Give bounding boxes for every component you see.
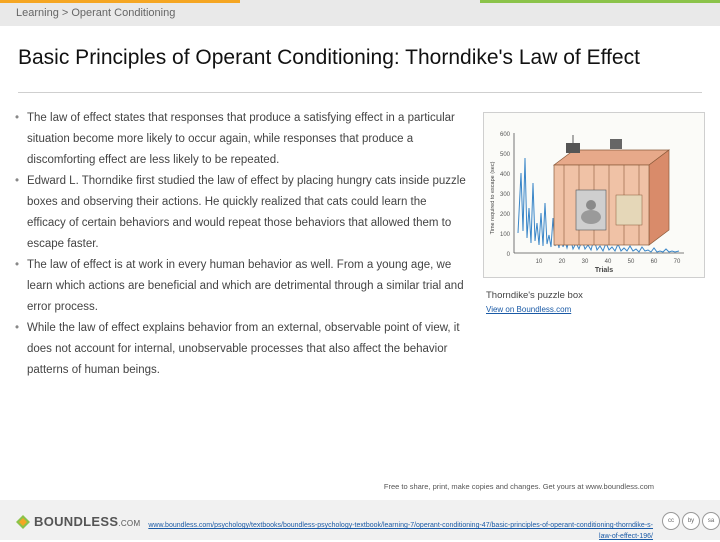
bullet-list	[12, 108, 467, 381]
x-tick: 30	[581, 259, 589, 265]
logo-text: BOUNDLESS.COM	[34, 514, 141, 529]
license-badges[interactable]	[662, 512, 720, 530]
bullet-item: • Edward L. Thorndike first studied the law of effect by placing hungry cats inside puzzle boxes and observing their actions. He quickly realized that cats could learn the efficacy of certain behaviors and would repeat those behaviors that allowed them to escape faster.	[15, 175, 466, 250]
footer-source-link[interactable]: www.boundless.com/psychology/textbooks/boundless-psychology-textbook/learning-7/operant-conditioning-47/basic-principles-of-operant-conditioning-thorndike-s-law-of-effect-196/	[148, 522, 653, 540]
y-tick: 200	[499, 212, 510, 218]
title-divider	[18, 92, 702, 93]
cat-puzzle-box	[554, 135, 669, 245]
attribution-icon: by	[682, 512, 700, 530]
y-tick: 100	[499, 232, 510, 238]
puzzle-box-illustration	[484, 113, 704, 277]
view-on-boundless-link[interactable]: View on Boundless.com	[486, 305, 572, 314]
x-tick: 60	[650, 259, 658, 265]
share-alike-icon: sa	[702, 512, 720, 530]
x-tick: 70	[673, 259, 681, 265]
boundless-logo-icon	[16, 515, 30, 529]
x-tick: 10	[535, 259, 543, 265]
x-tick: 50	[627, 259, 635, 265]
y-tick: 400	[499, 172, 510, 178]
accent-stripe-orange	[0, 0, 240, 3]
y-tick: 500	[499, 152, 510, 158]
y-tick: 600	[499, 132, 510, 138]
y-tick: 300	[499, 192, 510, 198]
accent-stripe-green	[480, 0, 720, 3]
top-bar	[0, 0, 720, 26]
figure-caption: Thorndike's puzzle box	[486, 290, 583, 301]
boundless-logo[interactable]	[16, 514, 140, 529]
x-axis-label: Trials	[594, 267, 614, 274]
cc-icon: cc	[662, 512, 680, 530]
puzzle-box-figure[interactable]	[483, 112, 705, 278]
footer-license-note: Free to share, print, make copies and changes. Get yours at www.boundless.com	[383, 482, 654, 491]
y-axis-label: Time required to escape (sec)	[490, 161, 496, 235]
bullet-item: • While the law of effect explains behavior from an external, observable point of view, it does not account for internal, unobservable processes that also affect the behavior patterns of human beings.	[15, 322, 460, 376]
x-tick: 40	[604, 259, 612, 265]
y-tick: 0	[506, 252, 510, 258]
bullet-item: • The law of effect is at work in every human behavior as well. From a young age, we learn which actions are beneficial and which are detrimental through a similar trial and error process.	[15, 259, 464, 313]
breadcrumb[interactable]: Learning > Operant Conditioning	[16, 7, 176, 19]
page-title: Basic Principles of Operant Conditioning: Thorndike's Law of Effect	[18, 46, 640, 70]
bullet-item: • The law of effect states that responses that produce a satisfying effect in a particular situation become more likely to occur again, while responses that produce a discomforting effect are less likely to be repeated.	[15, 112, 455, 166]
x-tick: 20	[558, 259, 566, 265]
